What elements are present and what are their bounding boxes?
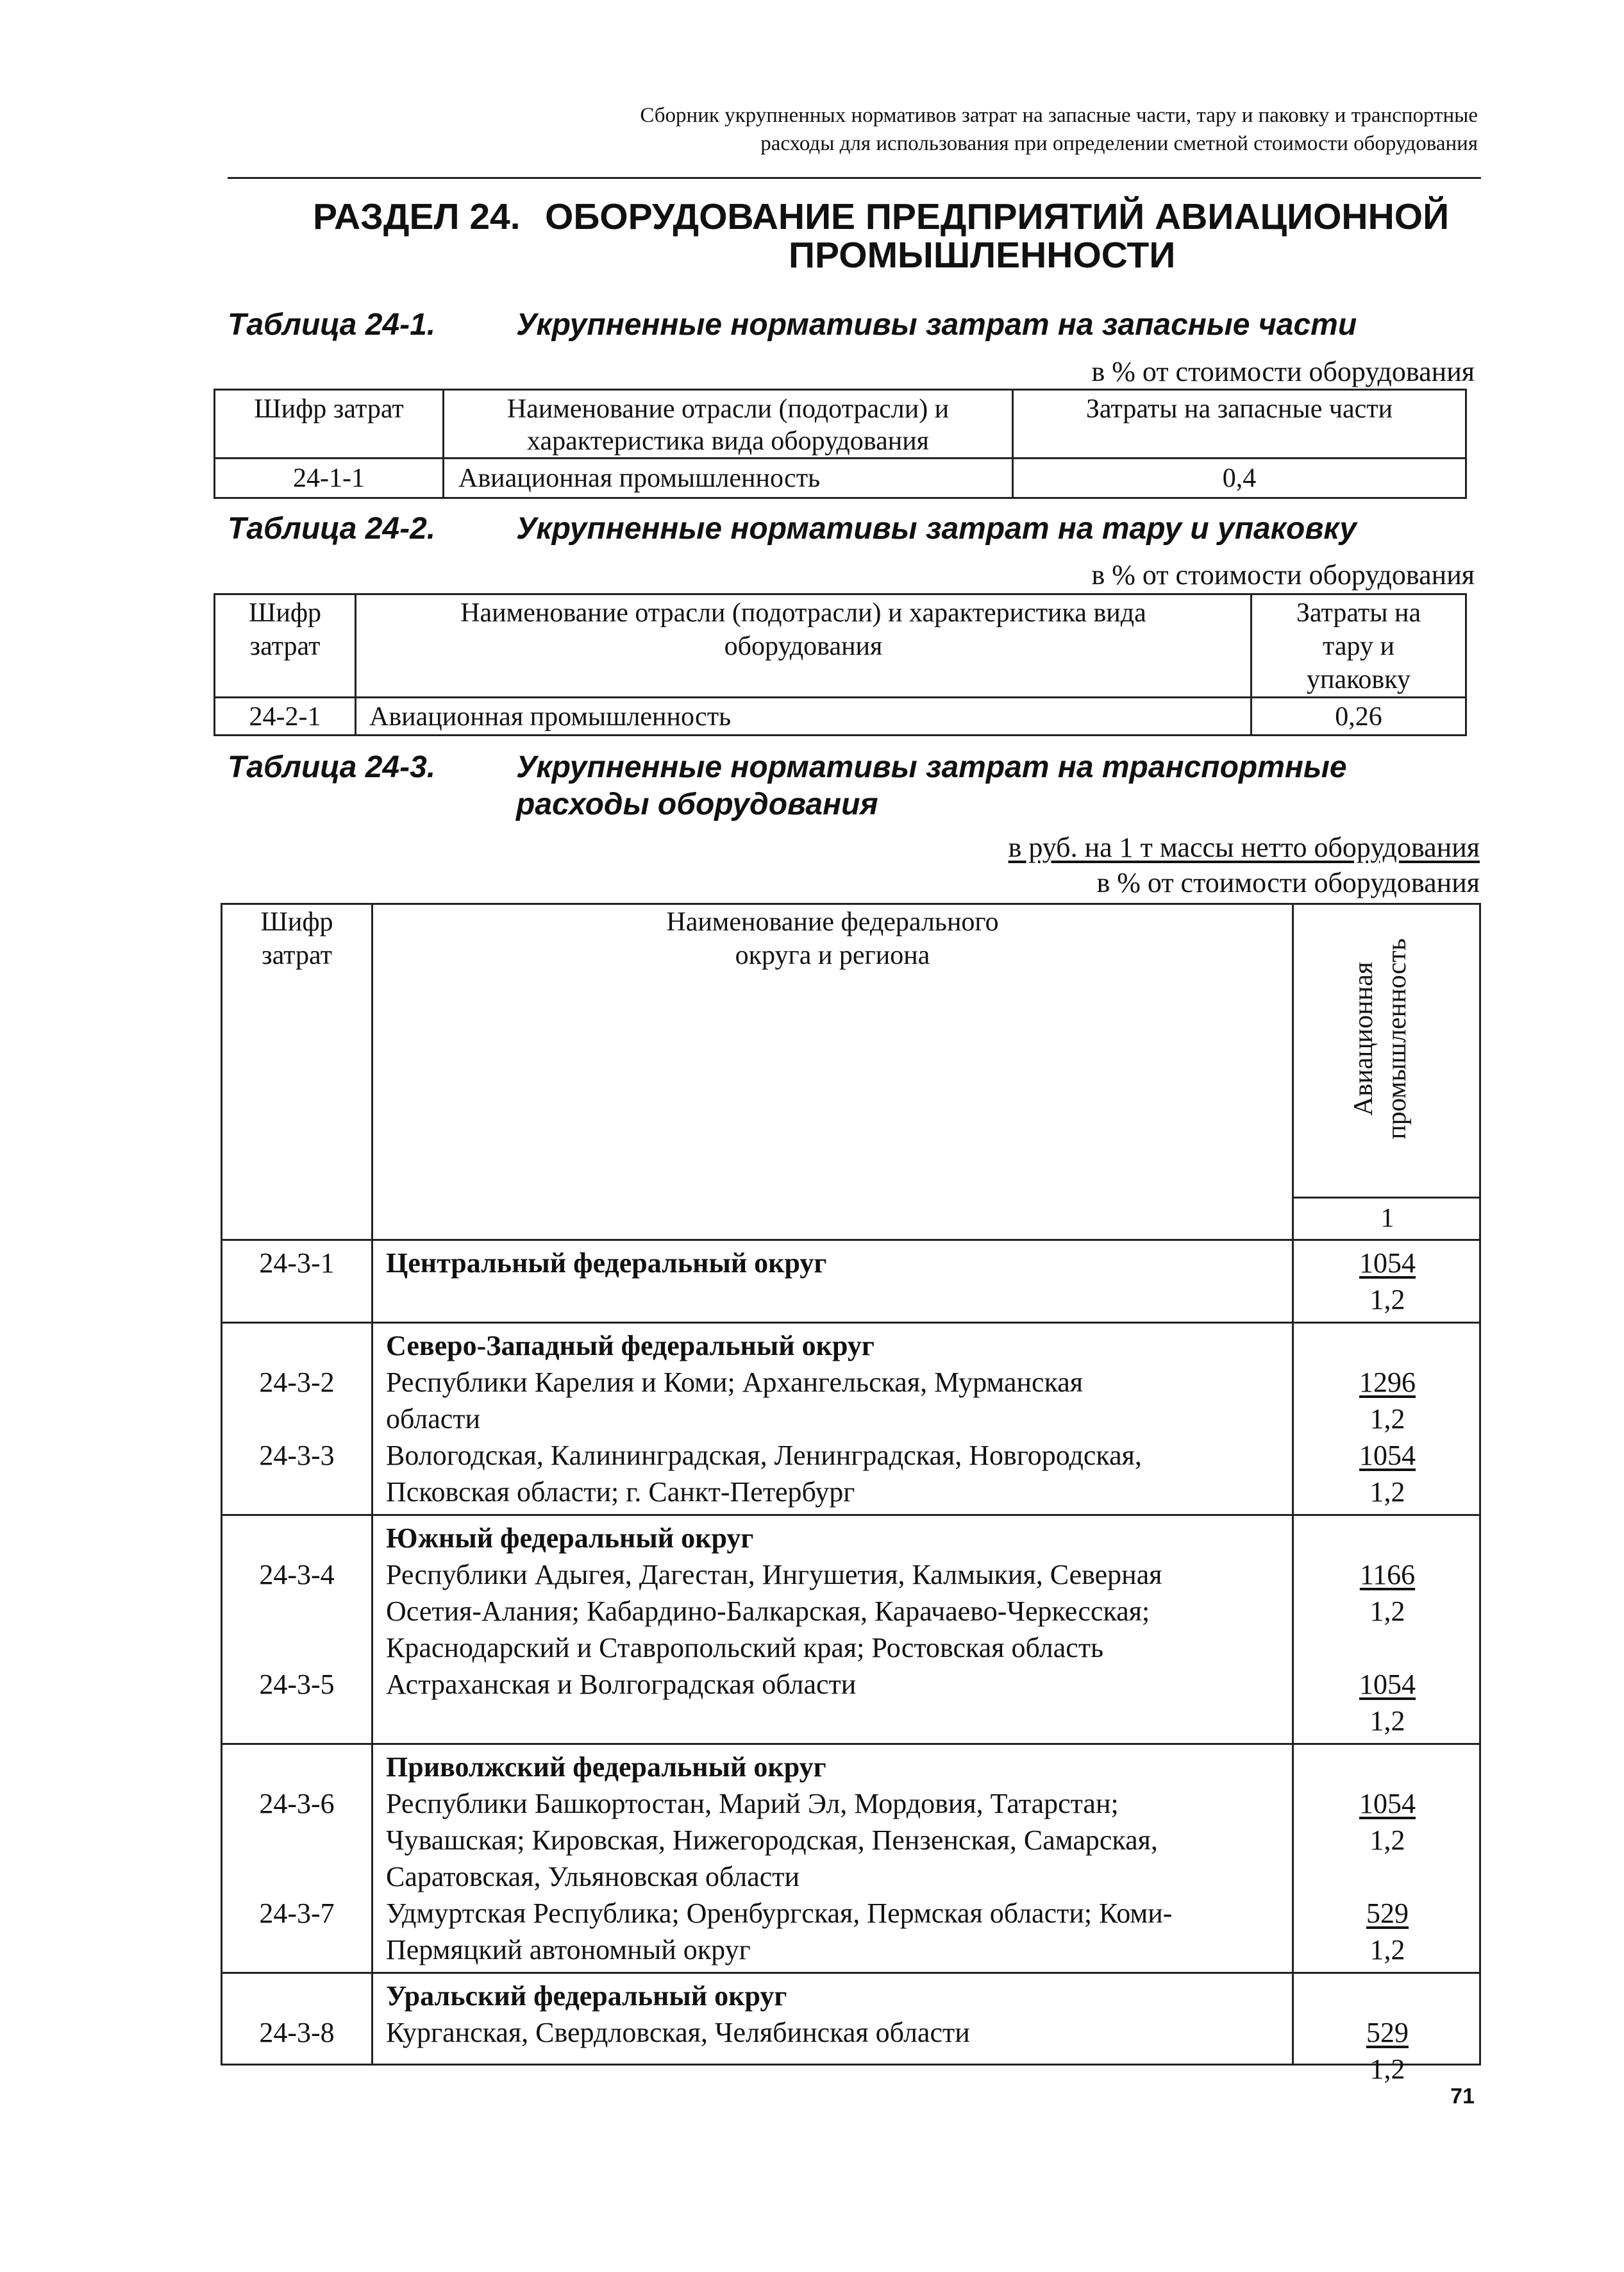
table3-value-cell [1294, 1281, 1481, 1318]
table1-row-name: Авиационная промышленность [458, 464, 821, 493]
table3-row-divider [221, 1322, 1481, 1324]
table3-value-cell [1294, 1245, 1481, 1281]
table3-value-percent: 1,2 [1369, 1403, 1405, 1435]
table3-region-text: Псковская области; г. Санкт-Петербург [386, 1476, 855, 1508]
table3-label: Таблица 24-3. [228, 750, 436, 784]
table3-header-name-line2: округа и региона [735, 941, 930, 970]
table1-header-code: Шифр затрат [254, 394, 404, 424]
table2-header-name-line1: Наименование отрасли (подотрасли) и характеристика вида [460, 598, 1146, 628]
table3-region-text: области [386, 1403, 481, 1435]
table3-region-text: Осетия-Алания; Кабардино-Балкарская, Карачаево-Черкесская; [386, 1595, 1150, 1627]
table2-row-name: Авиационная промышленность [369, 702, 732, 732]
table2-row-code: 24-2-1 [249, 702, 321, 732]
table3-row-code: 24-3-7 [259, 1898, 335, 1929]
table3-district-name: Приволжский федеральный округ [386, 1751, 826, 1783]
table3-value-cell [1294, 1931, 1481, 1968]
table3-value-cell [1294, 1474, 1481, 1510]
table1-unit: в % от стоимости оборудования [1091, 356, 1475, 387]
table3-value-cell [1294, 1895, 1481, 1931]
table3-header-name-line1: Наименование федерального [666, 907, 999, 937]
table3-value-percent: 1,2 [1369, 1705, 1405, 1737]
table3-region-text: Республики Башкортостан, Марий Эл, Мордовия, Татарстан; [386, 1788, 1119, 1819]
table3-row-code: 24-3-8 [259, 2017, 335, 2048]
table3-value-cell [1294, 2051, 1481, 2087]
table1-title: Укрупненные нормативы затрат на запасные части [516, 308, 1357, 342]
table3-region-text: Пермяцкий автономный округ [386, 1934, 751, 1965]
table3-value-rub: 1166 [1359, 1559, 1416, 1590]
table3-value-rub: 1054 [1359, 1669, 1416, 1700]
table2-row-value: 0,26 [1335, 702, 1382, 732]
table3-value-percent: 1,2 [1369, 1284, 1405, 1315]
table3-title-line1: Укрупненные нормативы затрат на транспортные [516, 750, 1347, 784]
table2-header-name-line2: оборудования [724, 632, 883, 661]
table3-region-text: Саратовская, Ульяновская области [386, 1861, 800, 1892]
table2-header-value-line2: тару и [1323, 632, 1394, 661]
table3-value-rub: 529 [1366, 1898, 1409, 1929]
table1-header-value: Затраты на запасные части [1085, 394, 1393, 424]
table1-header-name-line1: Наименование отрасли (подотрасли) и [506, 394, 950, 424]
table3-value-cell [1294, 1666, 1481, 1703]
table3-value-cell [1294, 1556, 1481, 1593]
table3-header-code-line1: Шифр [260, 907, 333, 937]
table3-region-text: Удмуртская Республика; Оренбургская, Пермская области; Коми- [386, 1898, 1173, 1929]
table3-value-percent: 1,2 [1369, 1824, 1405, 1856]
table3-value-percent: 1,2 [1369, 2053, 1405, 2085]
table3-value-cell [1294, 2014, 1481, 2051]
table2-header-value-line3: упаковку [1306, 665, 1411, 694]
running-header-line1: Сборник укрупненных нормативов затрат на запасные части, тару и паковку и транспортные [640, 104, 1478, 127]
table3-header-divider [221, 1239, 1481, 1241]
table3-row-code: 24-3-6 [259, 1788, 335, 1819]
table3-value-cell [1294, 1703, 1481, 1739]
table3-row-code: 24-3-4 [259, 1559, 335, 1590]
table3-row-code: 24-3-2 [259, 1367, 335, 1398]
table3-value-rub: 529 [1366, 2017, 1409, 2048]
table3-region-text: Астраханская и Волгоградская области [386, 1669, 857, 1700]
table3-region-text: Чувашская; Кировская, Нижегородская, Пензенская, Самарская, [386, 1824, 1158, 1856]
table3-value-cell [1294, 1401, 1481, 1437]
table3-value-percent: 1,2 [1369, 1476, 1405, 1508]
table1-row-value: 0,4 [1222, 464, 1257, 493]
table2-header-code-line2: затрат [249, 632, 321, 661]
section-title-line1: ОБОРУДОВАНИЕ ПРЕДПРИЯТИЙ АВИАЦИОННОЙ [545, 196, 1450, 237]
table3-district-name: Уральский федеральный округ [386, 1980, 787, 2012]
table3-value-percent: 1,2 [1369, 1934, 1405, 1965]
table3-region-text: Курганская, Свердловская, Челябинская области [386, 2017, 970, 2048]
section-number: РАЗДЕЛ 24. [313, 196, 521, 237]
table3-region-text: Вологодская, Калининградская, Ленинградская, Новгородская, [386, 1440, 1142, 1471]
table3-row-divider [221, 1514, 1481, 1516]
table3-header-colnum: 1 [1380, 1204, 1394, 1233]
table1-row-code: 24-1-1 [293, 464, 365, 493]
table3-header-vertical [1347, 898, 1418, 1180]
table3-region-text: Республики Карелия и Коми; Архангельская, Мурманская [386, 1367, 1084, 1398]
table3-col-divider [371, 903, 373, 2066]
table2-row-divider [213, 696, 1467, 698]
table2-title: Укрупненные нормативы затрат на тару и упаковку [516, 512, 1357, 546]
table3-title-line2: расходы оборудования [516, 787, 878, 821]
table2-header-value-line1: Затраты на [1296, 598, 1421, 628]
header-rule [228, 177, 1481, 179]
table3-value-rub: 1296 [1359, 1367, 1416, 1398]
table3-value-rub: 1054 [1359, 1440, 1416, 1471]
table3-district-name: Южный федеральный округ [386, 1522, 754, 1554]
table3-unit-rub [769, 832, 1480, 864]
table2-header-code-line1: Шифр [248, 598, 322, 628]
table3-header-code-line2: затрат [262, 941, 332, 970]
table3-district-name: Центральный федеральный округ [386, 1247, 827, 1279]
table3-value-cell [1294, 1437, 1481, 1474]
table3-row-code: 24-3-1 [259, 1247, 335, 1279]
table3-row-divider [221, 1972, 1481, 1974]
table3-value-cell [1294, 1822, 1481, 1858]
section-title-line2: ПРОМЫШЛЕННОСТИ [789, 235, 1176, 276]
table2-unit: в % от стоимости оборудования [1091, 559, 1475, 591]
table3-header-col-line1: Авиационная [1349, 961, 1378, 1116]
table3-colnum-divider [1292, 1197, 1481, 1199]
table3-value-percent: 1,2 [1369, 1595, 1405, 1627]
table3-region-text: Республики Адыгея, Дагестан, Ингушетия, Калмыкия, Северная [386, 1559, 1162, 1590]
table1-label: Таблица 24-1. [228, 308, 436, 342]
table2-label: Таблица 24-2. [228, 512, 436, 546]
table3-unit-percent: в % от стоимости оборудования [1096, 867, 1480, 898]
running-header-line2: расходы для использования при определении сметной стоимости оборудования [760, 132, 1478, 155]
table3-district-name: Северо-Западный федеральный округ [386, 1330, 875, 1361]
table3-unit-rub-text: в руб. на 1 т массы нетто оборудования [1008, 832, 1480, 863]
table3-value-cell [1294, 1593, 1481, 1629]
table3-value-cell [1294, 1364, 1481, 1401]
table3-row-code: 24-3-3 [259, 1440, 335, 1471]
table3-value-rub: 1054 [1359, 1788, 1416, 1819]
table3-header-col-line2: промышленность [1382, 938, 1412, 1140]
table3-region-text: Краснодарский и Ставропольский края; Ростовская область [386, 1632, 1104, 1663]
table3-value-cell [1294, 1785, 1481, 1822]
table3-value-rub: 1054 [1359, 1247, 1416, 1279]
table3-row-code: 24-3-5 [259, 1669, 335, 1700]
table1-header-name-line2: характеристика вида оборудования [527, 426, 929, 456]
page-number: 71 [1450, 2084, 1475, 2108]
table3-row-divider [221, 1743, 1481, 1745]
